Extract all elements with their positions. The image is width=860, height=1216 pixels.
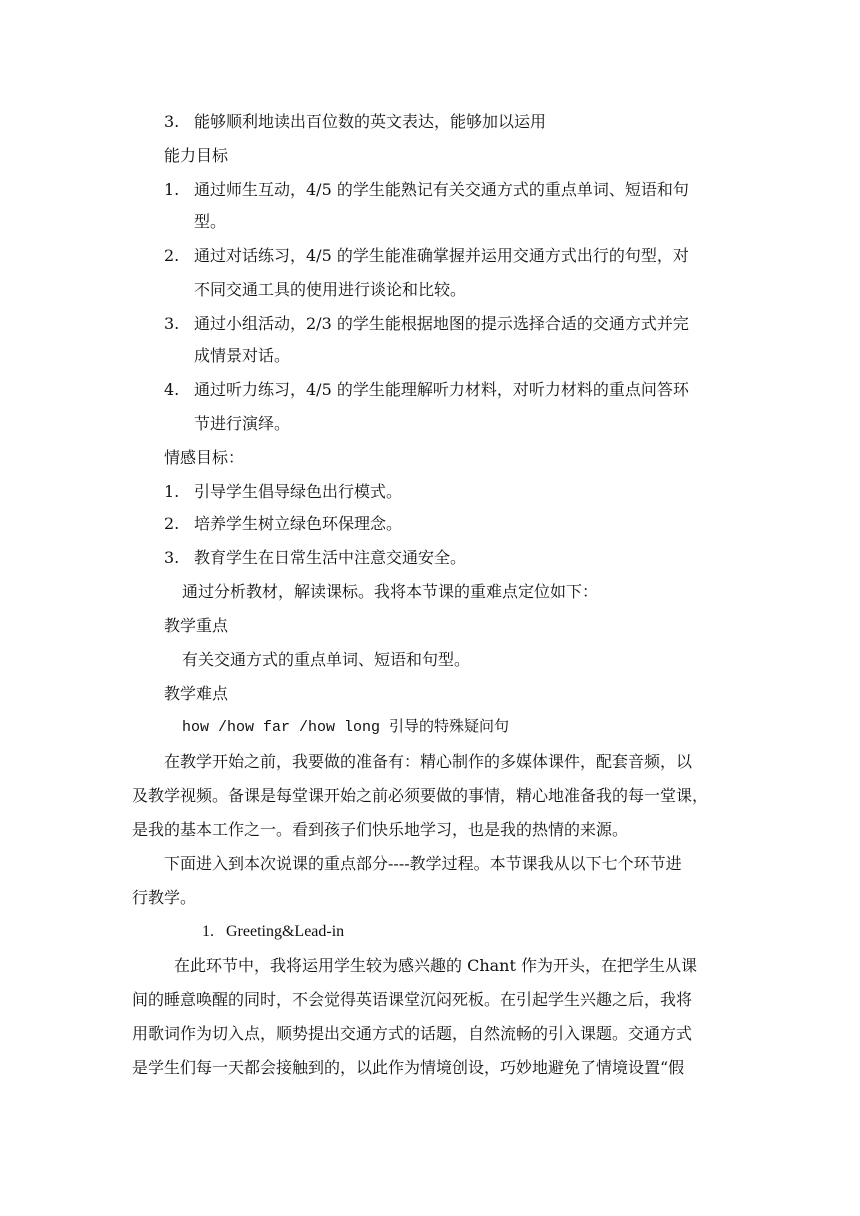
difficult-points-heading: 教学难点 xyxy=(164,684,229,703)
list-number: 3. xyxy=(164,112,180,131)
list-number: 4. xyxy=(164,380,180,399)
section-paragraph-line: 用歌词作为切入点，顺势提出交通方式的话题，自然流畅的引入课题。交通方式 xyxy=(132,1024,693,1043)
list-number: 3. xyxy=(164,548,180,567)
analysis-intro: 通过分析教材，解读课标。我将本节课的重难点定位如下： xyxy=(182,582,599,601)
key-points-heading: 教学重点 xyxy=(164,616,229,635)
list-number: 3. xyxy=(164,314,180,333)
section-heading-ability: 能力目标 xyxy=(164,146,229,165)
section-paragraph-line: 在此环节中，我将运用学生较为感兴趣的 Chant 作为开头，在把学生从课 xyxy=(174,956,697,975)
preparation-paragraph-line: 及教学视频。备课是每堂课开始之前必须要做的事情，精心地准备我的每一堂课， xyxy=(132,786,709,805)
list-item-text: 通过听力练习，4/5 的学生能理解听力材料，对听力材料的重点问答环 xyxy=(194,380,689,399)
preparation-paragraph-line: 在教学开始之前，我要做的准备有：精心制作的多媒体课件，配套音频，以 xyxy=(164,752,693,771)
list-item-text: 培养学生树立绿色环保理念。 xyxy=(194,514,403,533)
list-number: 1. xyxy=(164,180,180,199)
list-item-continuation: 型。 xyxy=(194,212,227,231)
list-item-text: 教育学生在日常生活中注意交通安全。 xyxy=(194,548,467,567)
key-points-text: 有关交通方式的重点单词、短语和句型。 xyxy=(182,650,471,669)
section-number: 1. xyxy=(202,923,214,940)
list-item-text: 通过师生互动，4/5 的学生能熟记有关交通方式的重点单词、短语和句 xyxy=(194,180,689,199)
process-paragraph-line: 下面进入到本次说课的重点部分----教学过程。本节课我从以下七个环节进 xyxy=(164,854,682,873)
difficult-points-text: how /how far /how long 引导的特殊疑问句 xyxy=(182,719,510,736)
list-number: 1. xyxy=(164,482,180,501)
list-item-text: 引导学生倡导绿色出行模式。 xyxy=(194,482,403,501)
list-item-text: 通过小组活动，2/3 的学生能根据地图的提示选择合适的交通方式并完 xyxy=(194,314,689,333)
list-item-text: 通过对话练习，4/5 的学生能准确掌握并运用交通方式出行的句型，对 xyxy=(194,246,689,265)
preparation-paragraph-line: 是我的基本工作之一。看到孩子们快乐地学习，也是我的热情的来源。 xyxy=(132,820,629,839)
section-title: Greeting&Lead-in xyxy=(226,923,345,940)
list-item-continuation: 节进行演绎。 xyxy=(194,414,291,433)
list-item-continuation: 成情景对话。 xyxy=(194,346,291,365)
list-item-text: 能够顺利地读出百位数的英文表达，能够加以运用 xyxy=(194,112,547,131)
section-paragraph-line: 间的睡意唤醒的同时，不会觉得英语课堂沉闷死板。在引起学生兴趣之后，我将 xyxy=(132,990,693,1009)
list-number: 2. xyxy=(164,514,180,533)
section-paragraph-line: 是学生们每一天都会接触到的，以此作为情境创设，巧妙地避免了情境设置“假 xyxy=(132,1058,685,1077)
list-item-continuation: 不同交通工具的使用进行谈论和比较。 xyxy=(194,280,467,299)
process-paragraph-line: 行教学。 xyxy=(132,888,197,907)
section-heading-emotion: 情感目标： xyxy=(164,448,245,467)
list-number: 2. xyxy=(164,246,180,265)
